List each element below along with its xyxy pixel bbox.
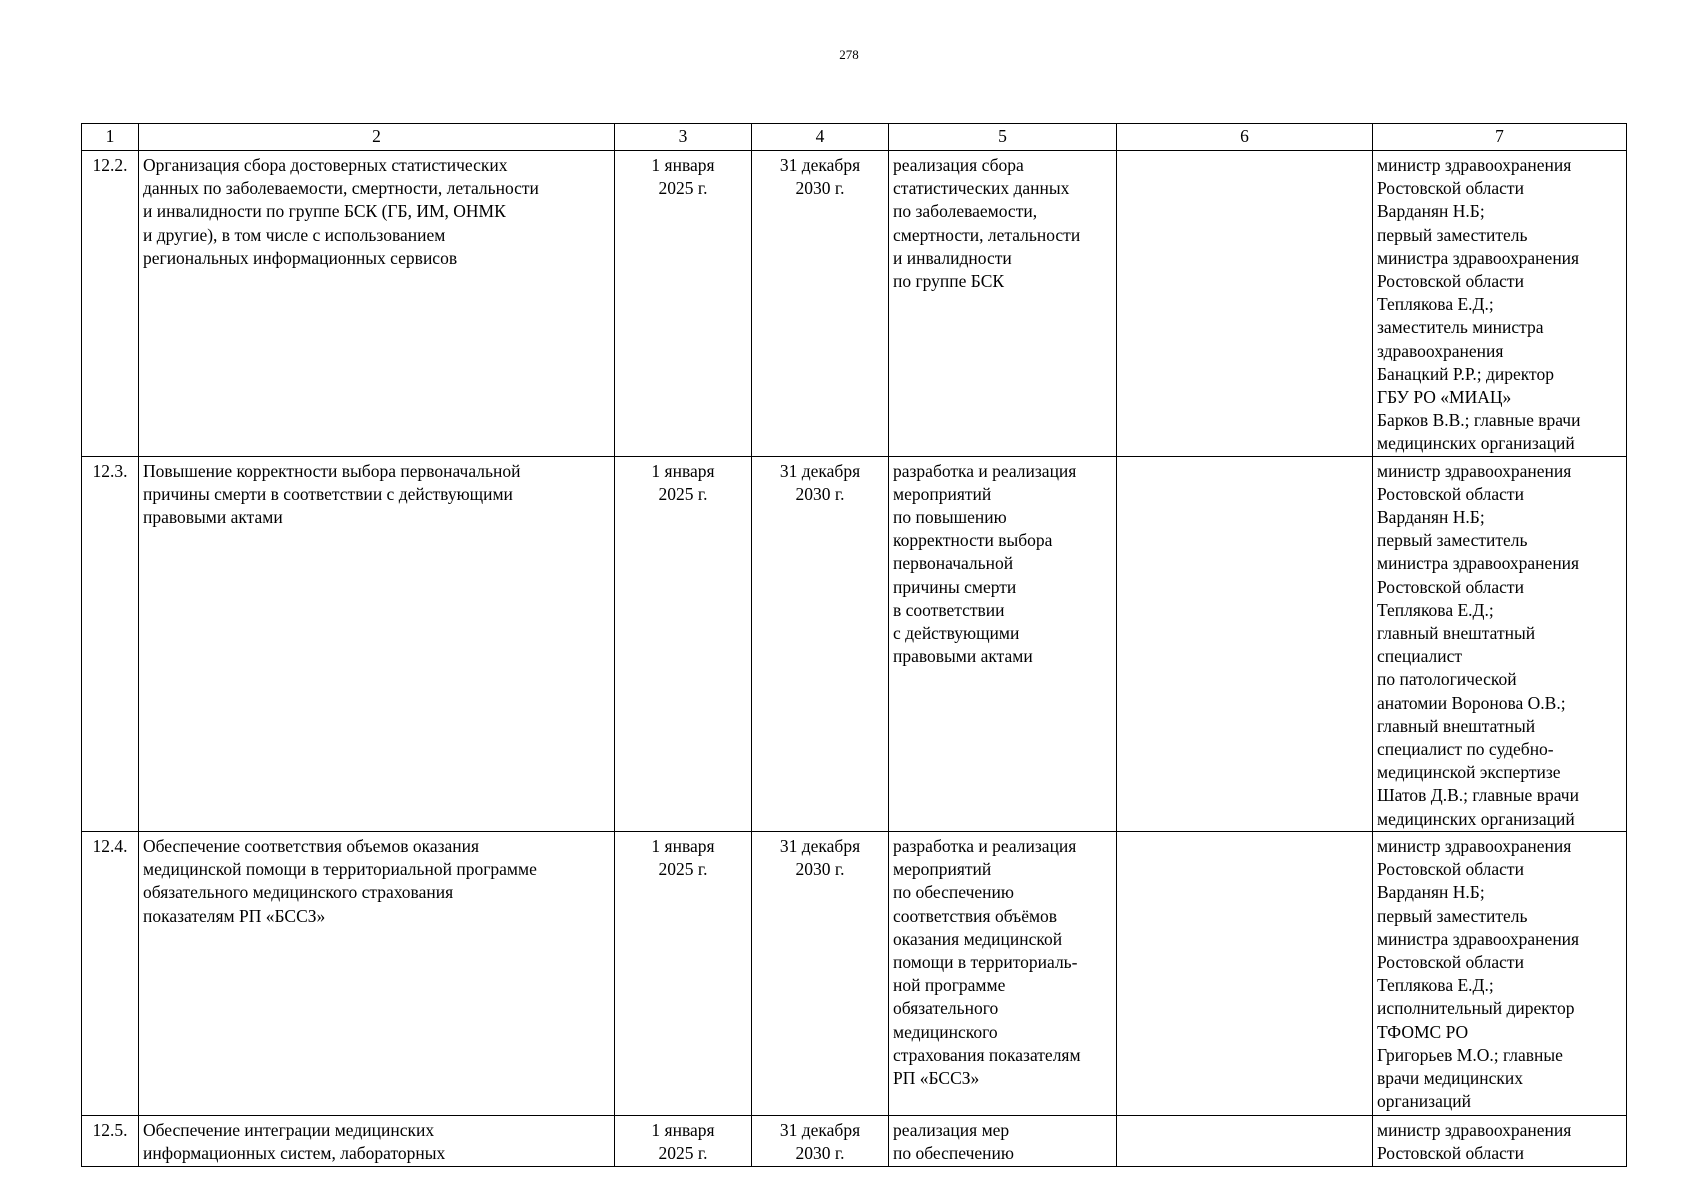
activity-name: Организация сбора достоверных статистических данных по заболеваемости, смертности, летальности и инвалидности по группе БСК (ГБ, ИМ, ОНМК и другие), в том числе с использованием региональных информационных сервисов [139,151,615,457]
empty-cell [1117,151,1373,457]
start-date: 1 января 2025 г. [615,831,752,1115]
column-header: 1 [82,124,139,151]
column-header: 5 [889,124,1117,151]
expected-result: разработка и реализация мероприятий по обеспечению соответствия объёмов оказания медицинской помощи в территориаль- ной программе обязательного медицинского страхования показателям РП «БССЗ» [889,831,1117,1115]
responsible-persons: министр здравоохранения Ростовской области Варданян Н.Б; первый заместитель министра здравоохранения Ростовской области Теплякова Е.Д.; исполнительный директор ТФОМС РО Григорьев М.О.; главные врачи медицинских организаций [1373,831,1627,1115]
end-date: 31 декабря 2030 г. [752,1115,889,1166]
activity-name: Обеспечение интеграции медицинских информационных систем, лабораторных [139,1115,615,1166]
end-date: 31 декабря 2030 г. [752,151,889,457]
activity-name: Повышение корректности выбора первоначальной причины смерти в соответствии с действующими правовыми актами [139,456,615,831]
column-number-row [82,124,1627,151]
table-row [82,151,1627,457]
column-header: 2 [139,124,615,151]
table-row [82,456,1627,831]
responsible-persons: министр здравоохранения Ростовской области Варданян Н.Б; первый заместитель министра здравоохранения Ростовской области Теплякова Е.Д.; главный внештатный специалист по патологической анатомии Воронова О.В.; главный внештатный специалист по судебно- медицинской экспертизе Шатов Д.В.; главные врачи медицинских организаций [1373,456,1627,831]
empty-cell [1117,456,1373,831]
end-date: 31 декабря 2030 г. [752,456,889,831]
column-header: 6 [1117,124,1373,151]
responsible-persons: министр здравоохранения Ростовской области Варданян Н.Б; первый заместитель министра здравоохранения Ростовской области Теплякова Е.Д.; заместитель министра здравоохранения Банацкий Р.Р.; директор ГБУ РО «МИАЦ» Барков В.В.; главные врачи медицинских организаций [1373,151,1627,457]
empty-cell [1117,831,1373,1115]
item-number: 12.2. [82,151,139,457]
column-header: 7 [1373,124,1627,151]
start-date: 1 января 2025 г. [615,151,752,457]
expected-result: реализация сбора статистических данных по заболеваемости, смертности, летальности и инвалидности по группе БСК [889,151,1117,457]
item-number: 12.5. [82,1115,139,1166]
table-row [82,831,1627,1115]
start-date: 1 января 2025 г. [615,456,752,831]
table-row [82,1115,1627,1166]
page-number: 278 [839,47,859,62]
empty-cell [1117,1115,1373,1166]
measures-table [81,123,1627,1167]
end-date: 31 декабря 2030 г. [752,831,889,1115]
start-date: 1 января 2025 г. [615,1115,752,1166]
column-header: 3 [615,124,752,151]
expected-result: реализация мер по обеспечению [889,1115,1117,1166]
item-number: 12.3. [82,456,139,831]
column-header: 4 [752,124,889,151]
item-number: 12.4. [82,831,139,1115]
activity-name: Обеспечение соответствия объемов оказания медицинской помощи в территориальной программе обязательного медицинского страхования показателям РП «БССЗ» [139,831,615,1115]
expected-result: разработка и реализация мероприятий по повышению корректности выбора первоначальной причины смерти в соответствии с действующими правовыми актами [889,456,1117,831]
responsible-persons: министр здравоохранения Ростовской области [1373,1115,1627,1166]
